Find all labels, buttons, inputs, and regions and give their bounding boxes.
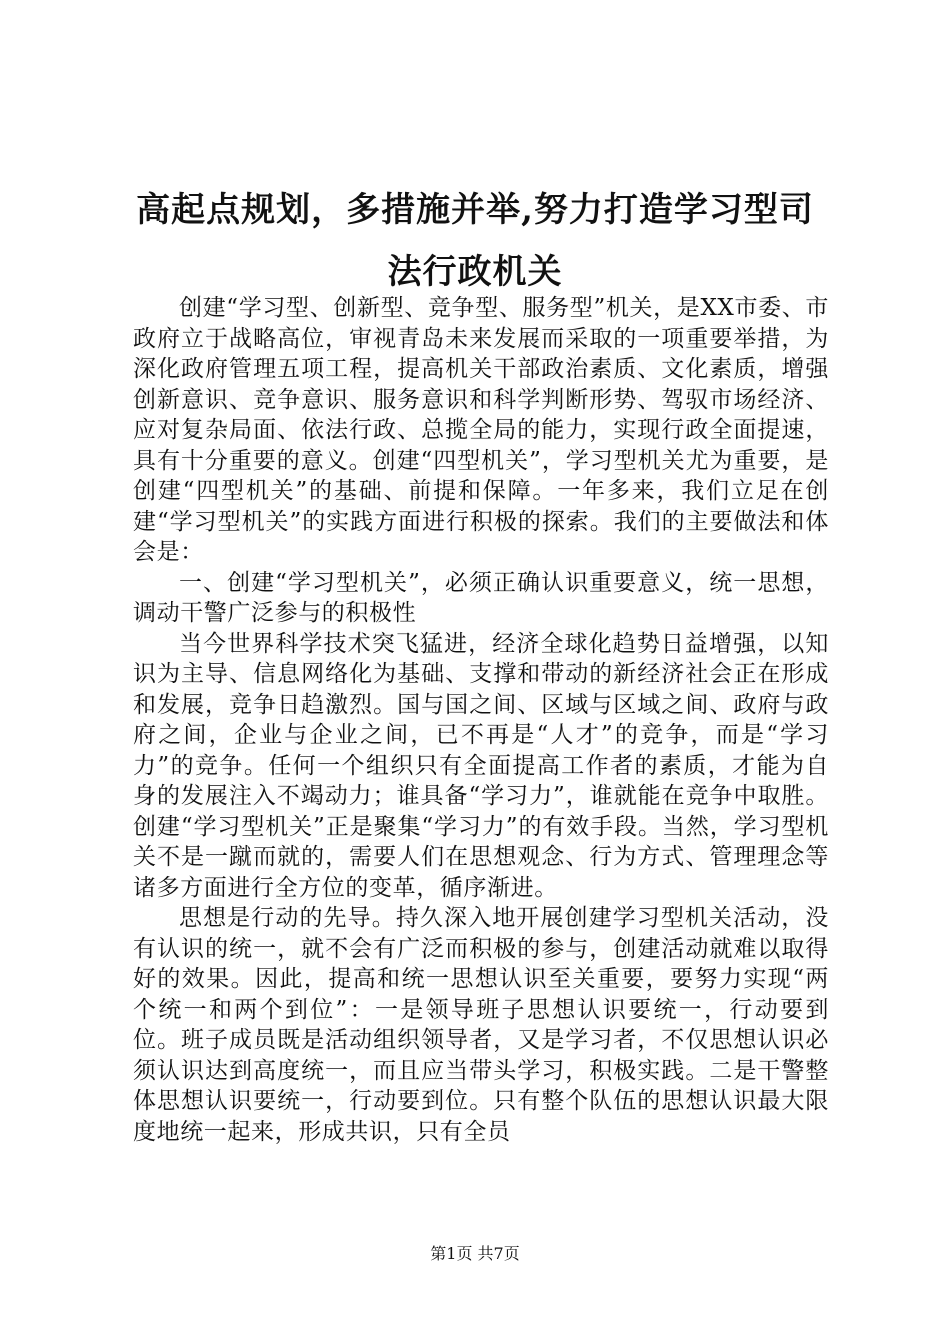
document-body (133, 293, 829, 1147)
paragraph-thinking: 思想是行动的先导。持久深入地开展创建学习型机关活动，没有认识的统一，就不会有广泛而积极的参与，创建活动就难以取得好的效果。因此，提高和统一思想认识至关重要，要努力实现“两个统一和两个到位”：一是领导班子思想认识要统一，行动要到位。班子成员既是活动组织领导者，又是学习者，不仅思想认识必须认识达到高度统一，而且应当带头学习，积极实践。二是干警整体思想认识要统一，行动要到位。只有整个队伍的思想认识最大限度地统一起来，形成共识，只有全员 (133, 905, 829, 1145)
document-title-line-2: 法行政机关 (387, 252, 563, 292)
paragraph-world-context: 当今世界科学技术突飞猛进，经济全球化趋势日益增强，以知识为主导、信息网络化为基础、支撑和带动的新经济社会正在形成和发展，竞争日趋激烈。国与国之间、区域与区域之间、政府与政府之间，企业与企业之间，已不再是“人才”的竞争，而是“学习力”的竞争。任何一个组织只有全面提高工作者的素质，才能为自身的发展注入不竭动力；谁具备“学习力”，谁就能在竞争中取胜。创建“学习型机关”正是聚集“学习力”的有效手段。当然，学习型机关不是一蹴而就的，需要人们在思想观念、行为方式、管理理念等诸多方面进行全方位的变革，循序渐进。 (133, 630, 829, 901)
paragraph-section-heading-1: 一、创建“学习型机关”，必须正确认识重要意义，统一思想，调动干警广泛参与的积极性 (133, 569, 829, 626)
page-number-footer: 第1页 共7页 (430, 1244, 520, 1263)
document-title-line-1: 高起点规划，多措施并举,努力打造学习型司 (136, 190, 814, 230)
paragraph-intro: 创建“学习型、创新型、竞争型、服务型”机关，是XX市委、市政府立于战略高位，审视青岛未来发展而采取的一项重要举措，为深化政府管理五项工程，提高机关干部政治素质、文化素质，增强创新意识、竞争意识、服务意识和科学判断形势、驾驭市场经济、应对复杂局面、依法行政、总揽全局的能力，实现行政全面提速，具有十分重要的意义。创建“四型机关”，学习型机关尤为重要，是创建“四型机关”的基础、前提和保障。一年多来，我们立足在创建“学习型机关”的实践方面进行积极的探索。我们的主要做法和体会是： (133, 295, 829, 565)
